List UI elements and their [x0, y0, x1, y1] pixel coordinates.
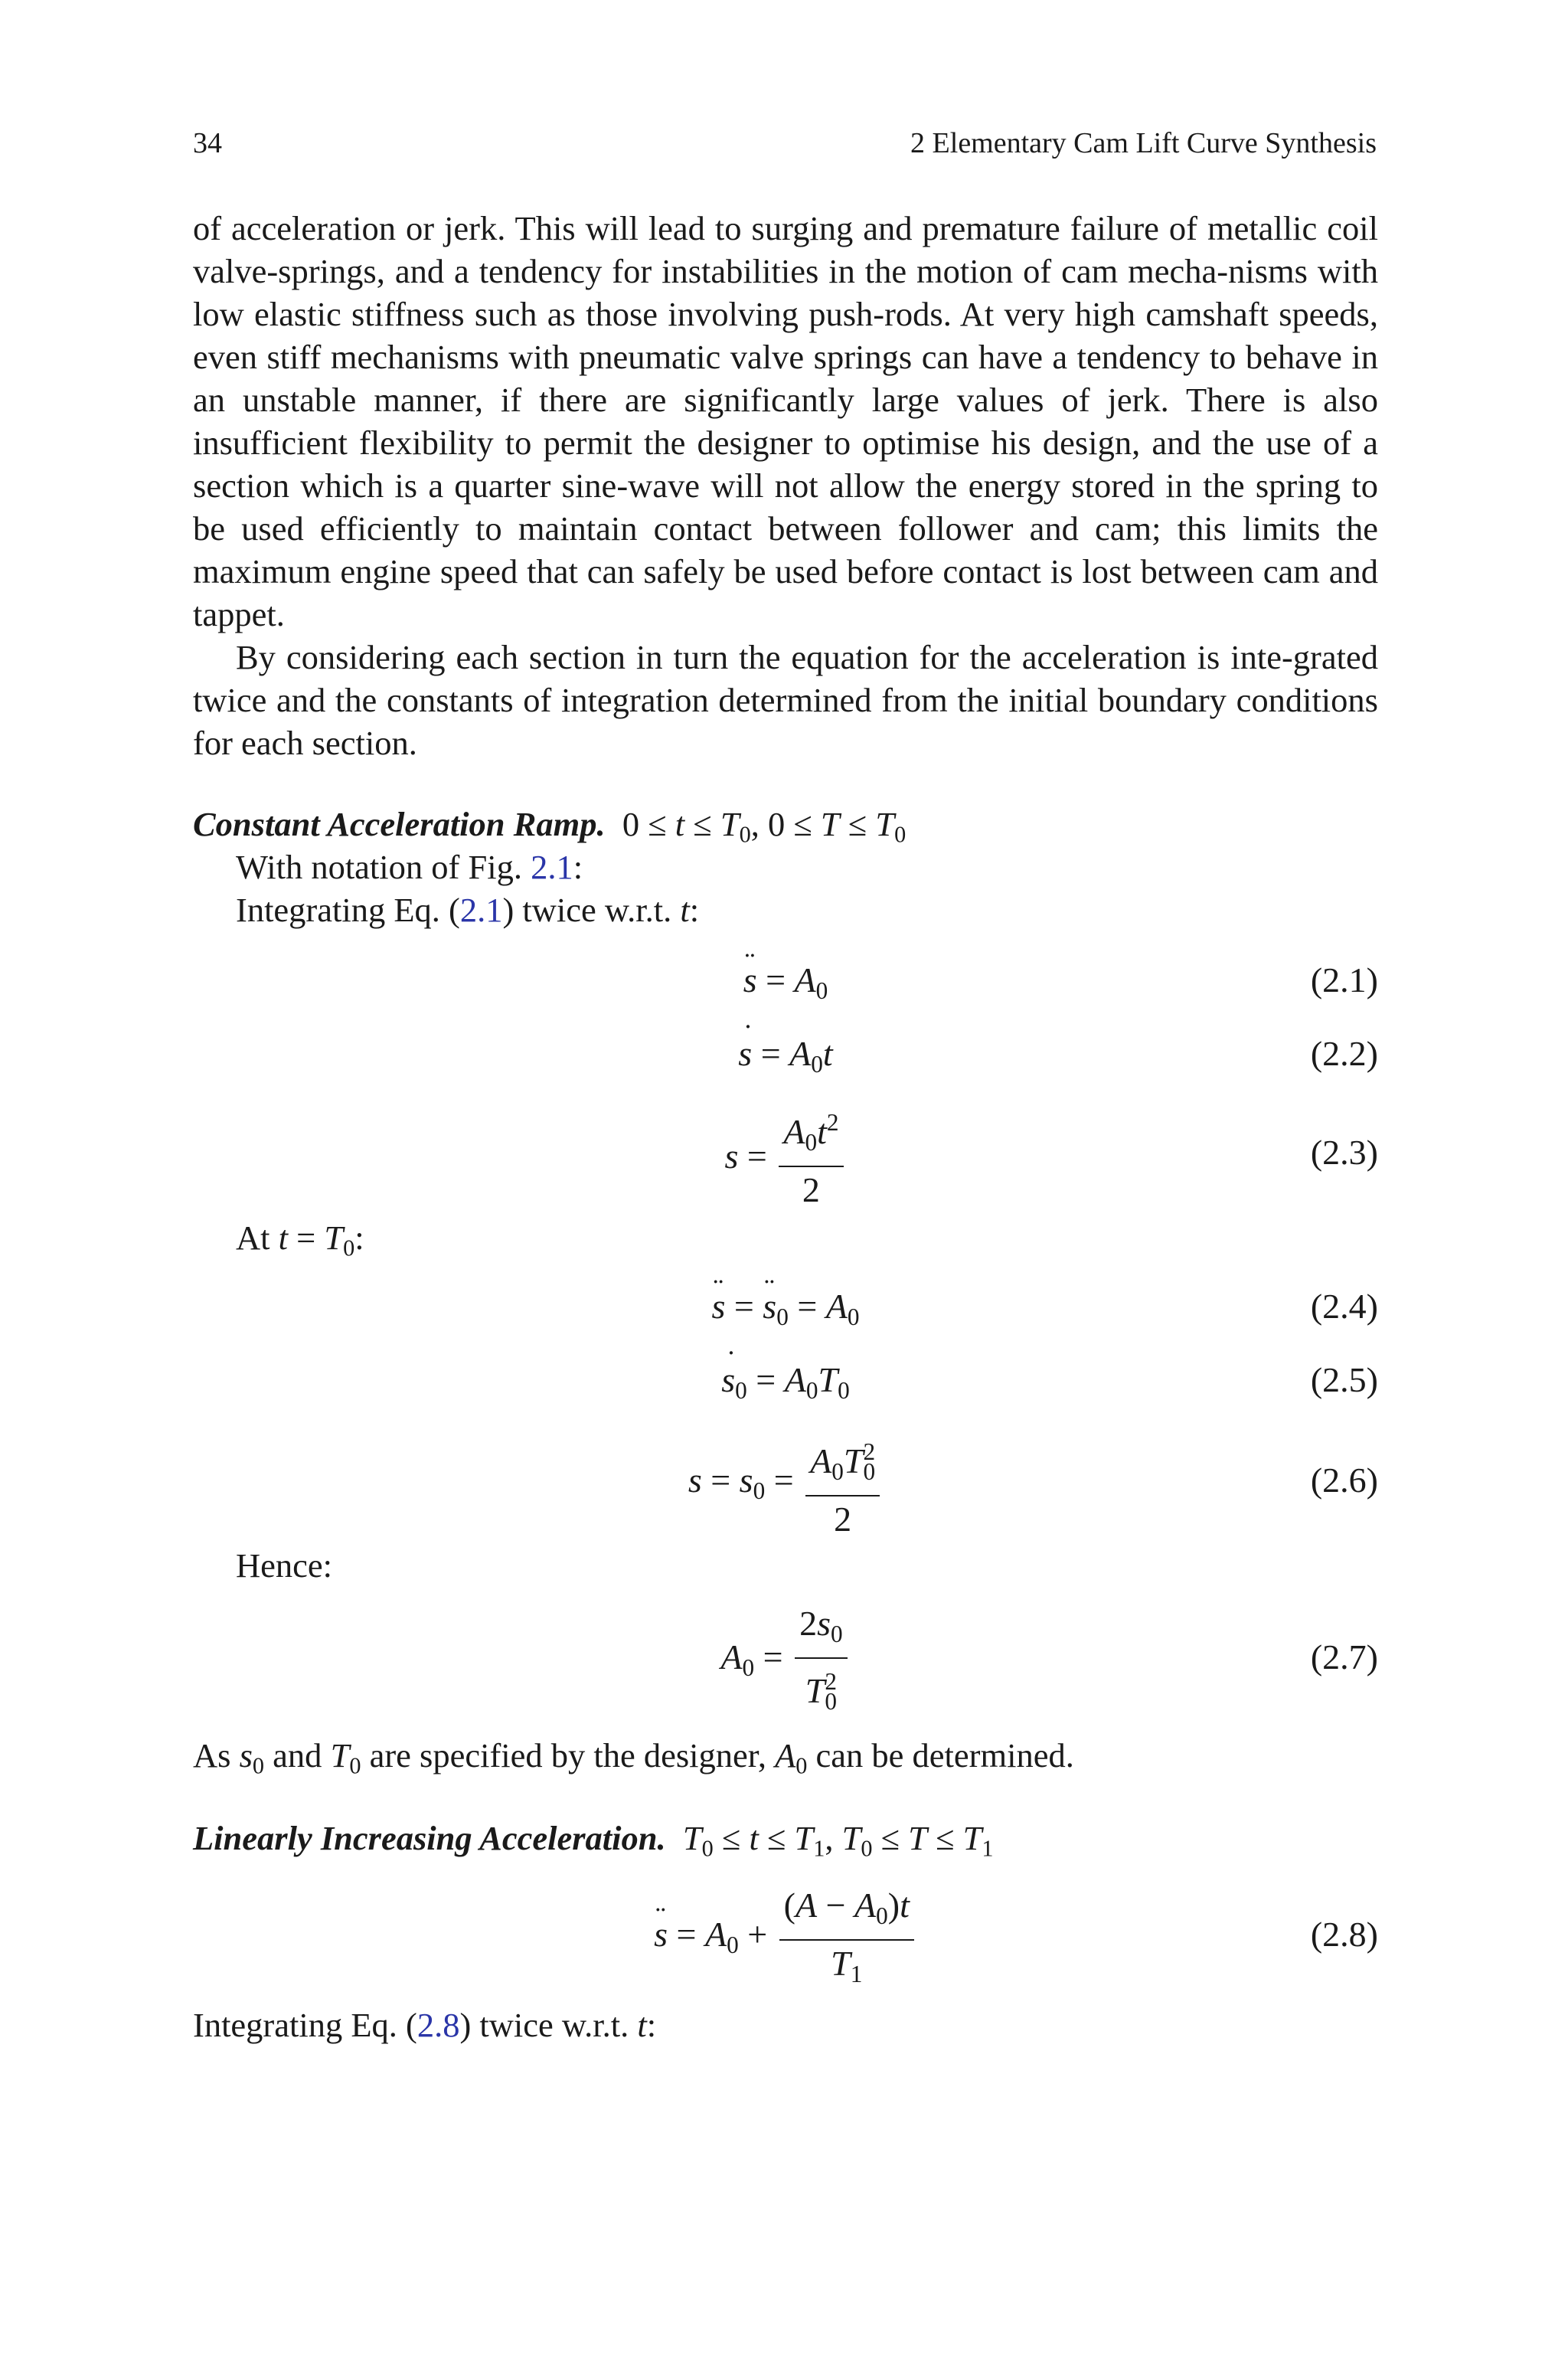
equation-body: s = $\frac{A_0t^2}{2}$: [193, 1103, 1378, 1210]
paragraph-intro: of acceleration or jerk. This will lead to surging and premature failure of metallic coil valve-springs, and a tendency for instabilities in the motion of cam mecha-nisms with low elastic stiffness such as those involving push-rods. At very high camshaft speeds, even stiff mechanisms with pneumatic valve springs can have a tendency to behave in an unstable manner, if there are significantly large values of jerk. There is also insufficient flexibility to permit the designer to optimise his design, and the use of a section which is a quarter sine-wave will not allow the energy stored in the spring to be used efficiently to maintain contact between follower and cam; this limits the maximum engine speed that can safely be used before contact is lost between cam and tappet.: [193, 209, 1378, 633]
integrating-line-2: Integrating Eq. (2.8) twice w.r.t. t:: [193, 2006, 657, 2044]
equation-number: (2.8): [1310, 1915, 1378, 1954]
paragraph-method: By considering each section in turn the equation for the acceleration is inte-grated twice and the constants of integration determined from the initial boundary conditions for each section.: [193, 638, 1378, 762]
equation-body: ¨ s = ¨ $s_0 = A_0$: [193, 1284, 1378, 1340]
conclusion-line: As $s_0$ and $T_0$ are specified by the designer, $A_0$ can be determined.: [193, 1736, 1074, 1779]
section-title: Constant Acceleration Ramp.: [193, 805, 606, 843]
equation-number: (2.1): [1310, 960, 1378, 999]
equation-number: (2.2): [1310, 1034, 1378, 1073]
equation-2-6: [193, 1431, 1378, 1539]
notation-line: With notation of Fig. 2.1:: [236, 848, 583, 886]
running-head: 2 Elementary Cam Lift Curve Synthesis: [910, 127, 1377, 159]
eq-ref-link-2-8[interactable]: 2.8: [416, 2006, 460, 2044]
equation-2-4: [193, 1284, 1378, 1330]
page-header: [193, 124, 1377, 162]
eq-ref-link-2-1[interactable]: 2.1: [459, 891, 503, 929]
equation-body: ¨ $s = A_0$: [193, 957, 1378, 1014]
equation-2-5: [193, 1357, 1378, 1403]
fig-ref-link[interactable]: 2.1: [531, 848, 573, 886]
fraction: $\frac{(A - A_0)t}{T_1}$: [779, 1886, 914, 1994]
equation-2-7: [193, 1604, 1378, 1715]
equation-number: (2.3): [1310, 1133, 1378, 1172]
fraction: $\frac{A_0t^2}{2}$: [779, 1103, 843, 1210]
section-range: $0 \le t \le T_0$, $0 \le T \le T_0$: [613, 805, 906, 848]
equation-number: (2.6): [1310, 1460, 1378, 1500]
section-heading-linear-acceleration: [193, 1817, 994, 1869]
equation-2-1: [193, 957, 1378, 1003]
equation-body: ˙ $s_0 = A_0T_0$: [193, 1357, 1378, 1414]
equation-number: (2.4): [1310, 1287, 1378, 1326]
equation-2-8: [193, 1881, 1378, 1988]
equation-2-2: [193, 1031, 1378, 1077]
section-title: Linearly Increasing Acceleration.: [193, 1819, 666, 1857]
at-line: At $t = T_0$:: [236, 1218, 364, 1261]
section-range: $T_0 \le t \le T_1$, $T_0 \le T \le T_1$: [682, 1819, 994, 1862]
equation-body: ¨ $s = A_0$ + $\frac{(A - A_0)t}{T_1}$: [193, 1881, 1378, 1999]
equation-body: $s = s_0$ = $\frac{A_0T^2_0}{2}$: [193, 1431, 1378, 1541]
page-number: 34: [193, 127, 222, 159]
equation-number: (2.5): [1310, 1360, 1378, 1399]
equation-body: ˙ $s = A_0t$: [193, 1031, 1378, 1088]
integrating-line-1: Integrating Eq. (2.1) twice w.r.t. t:: [236, 891, 700, 929]
fraction: $\frac{A_0T^2_0}{2}$: [805, 1432, 880, 1539]
equation-number: (2.7): [1310, 1637, 1378, 1676]
equation-body: $A_0$ = $\frac{2s_0}{T^2_0}$: [193, 1604, 1378, 1722]
equation-2-3: [193, 1103, 1378, 1209]
fraction: $\frac{2s_0}{T^2_0}$: [795, 1604, 848, 1722]
hence-line: Hence:: [236, 1546, 333, 1585]
